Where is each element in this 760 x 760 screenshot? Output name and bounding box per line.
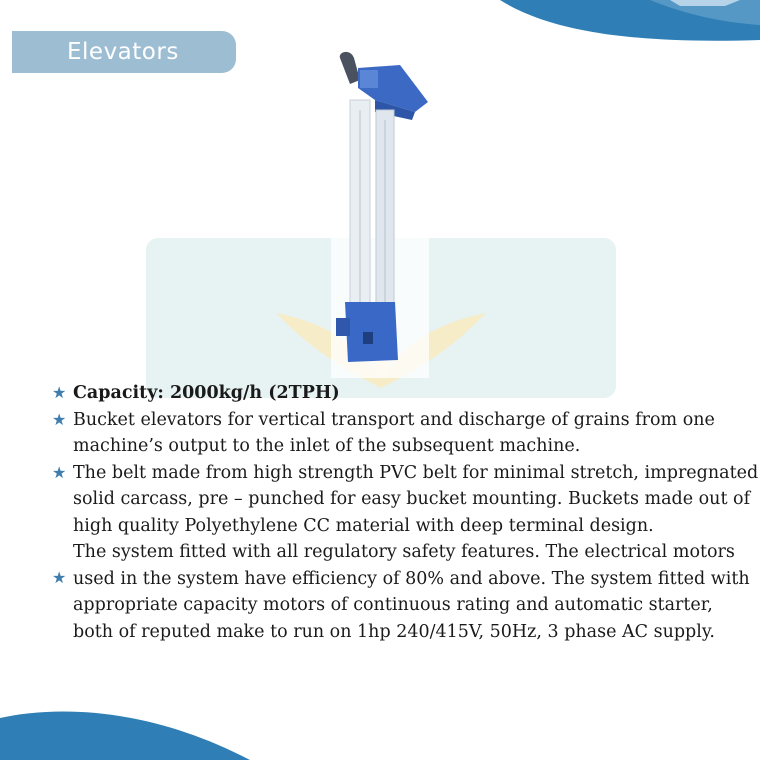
feature-line: Bucket elevators for vertical transport and discharge of grains from one: [73, 409, 715, 430]
star-icon: ★: [52, 568, 67, 587]
feature-line: appropriate capacity motors of continuous rating and automatic starter,: [73, 595, 713, 615]
feature-item-belt: [52, 460, 759, 540]
feature-line: used in the system have efficiency of 80% and above. The system fitted with: [73, 568, 750, 589]
star-icon: ★: [52, 462, 67, 482]
feature-line: The belt made from high strength PVC belt for minimal stretch, impregnated: [73, 462, 759, 483]
feature-line: high quality Polyethylene CC material with deep terminal design.: [73, 515, 654, 536]
feature-line: machine’s output to the inlet of the subsequent machine.: [73, 436, 581, 456]
star-icon: ★: [52, 383, 67, 402]
feature-line: Capacity: 2000kg/h (2TPH): [73, 383, 340, 403]
feature-line: The system fitted with all regulatory safety features. The electrical motors: [73, 542, 735, 562]
top-wave-decoration: [500, 0, 760, 60]
feature-item-safety-motors: [52, 539, 750, 645]
bottom-wave-decoration: [0, 700, 260, 760]
page-title: Elevators: [67, 39, 179, 65]
feature-item-bucket-elevators: [52, 407, 715, 460]
feature-line: solid carcass, pre – punched for easy bucket mounting. Buckets made out of: [73, 489, 751, 509]
feature-line: both of reputed make to run on 1hp 240/415V, 50Hz, 3 phase AC supply.: [73, 621, 715, 642]
feature-item-capacity: [52, 380, 712, 407]
page-title-banner: [12, 31, 236, 73]
bucket-elevator-image: [330, 50, 440, 370]
feature-list: [52, 380, 759, 645]
star-icon: ★: [52, 409, 67, 429]
